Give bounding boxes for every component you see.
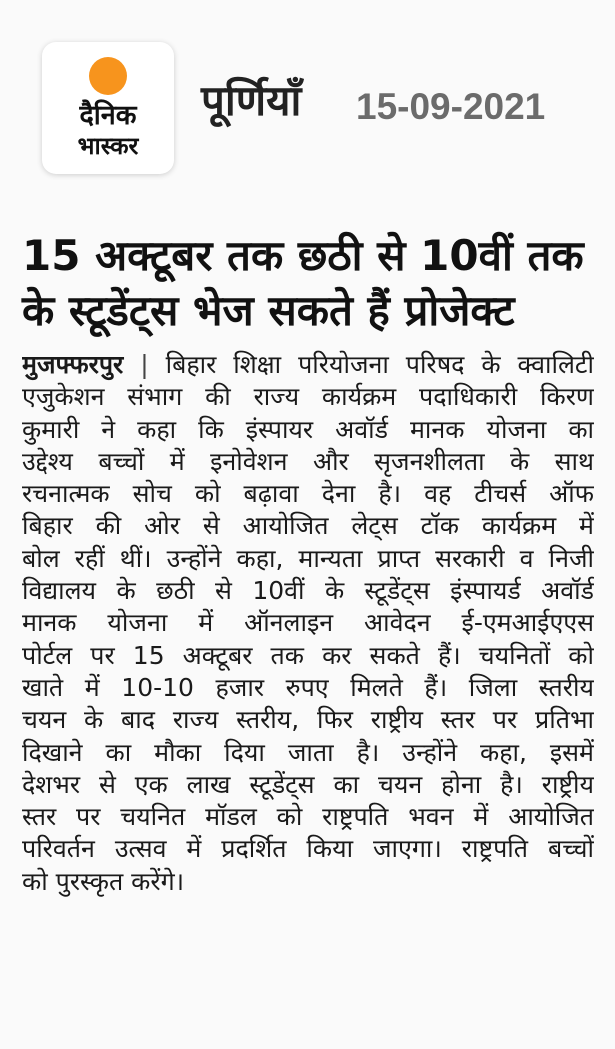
article-headline [22,228,602,338]
body-line: एजुकेशन संभाग की राज्य कार्यक्रम पदाधिकारी किरण [22,382,594,412]
body-line: स्तर पर चयनित मॉडल को राष्ट्रपति भवन में आयोजित [22,802,594,832]
logo-line-2: भास्कर [77,132,139,160]
logo-line-1: दैनिक [79,100,137,131]
page-header [0,0,615,205]
body-line: दिखाने का मौका दिया जाता है। उन्होंने कहा, इसमें [22,737,594,767]
body-line: चयन के बाद राज्य स्तरीय, फिर राष्ट्रीय स्तर पर प्रतिभा [22,705,594,735]
body-line: परिवर्तन उत्सव में प्रदर्शित किया जाएगा। राष्ट्रपति बच्चों [22,834,594,864]
body-line: मानक योजना में ऑनलाइन आवेदन ई-एमआईएएस [22,608,594,638]
dateline-separator: | [140,350,149,379]
body-line: उद्देश्य बच्चों में इनोवेशन और सृजनशीलता के साथ [22,446,594,476]
body-line: देशभर से एक लाख स्टूडेंट्स का चयन होना है। राष्ट्रीय [22,769,594,799]
body-line [22,349,594,381]
sun-dot-icon [89,57,127,95]
body-line: बोल रहीं थीं। उन्होंने कहा, मान्यता प्राप्त सरकारी व निजी [22,543,594,573]
body-line: विद्यालय के छठी से 10वीं के स्टूडेंट्स इंस्पायर्ड अवॉर्ड [22,576,594,606]
body-line: कुमारी ने कहा कि इंस्पायर अवॉर्ड मानक योजना का [22,414,594,444]
body-text: बिहार शिक्षा परियोजना परिषद के क्वालिटी [165,350,594,379]
body-line: बिहार की ओर से आयोजित लेट्स टॉक कार्यक्रम में [22,511,594,541]
dainik-bhaskar-logo [42,42,174,174]
body-line: खाते में 10-10 हजार रुपए मिलते हैं। जिला स्तरीय [22,672,594,702]
headline-line: के स्टूडेंट्स भेज सकते हैं प्रोजेक्ट [22,286,515,335]
body-line: को पुरस्कृत करेंगे। [22,866,185,896]
body-line: रचनात्मक सोच को बढ़ावा देना है। वह टीचर्स ऑफ [22,479,594,509]
edition-city: पूर्णियाँ [201,76,302,125]
headline-line: 15 अक्टूबर तक छठी से 10वीं तक [22,231,584,280]
dateline: मुजफ्फरपुर [22,350,124,379]
article-body [22,349,594,898]
edition-date: 15-09-2021 [356,86,546,127]
body-line: पोर्टल पर 15 अक्टूबर तक कर सकते हैं। चयनितों को [22,640,594,670]
